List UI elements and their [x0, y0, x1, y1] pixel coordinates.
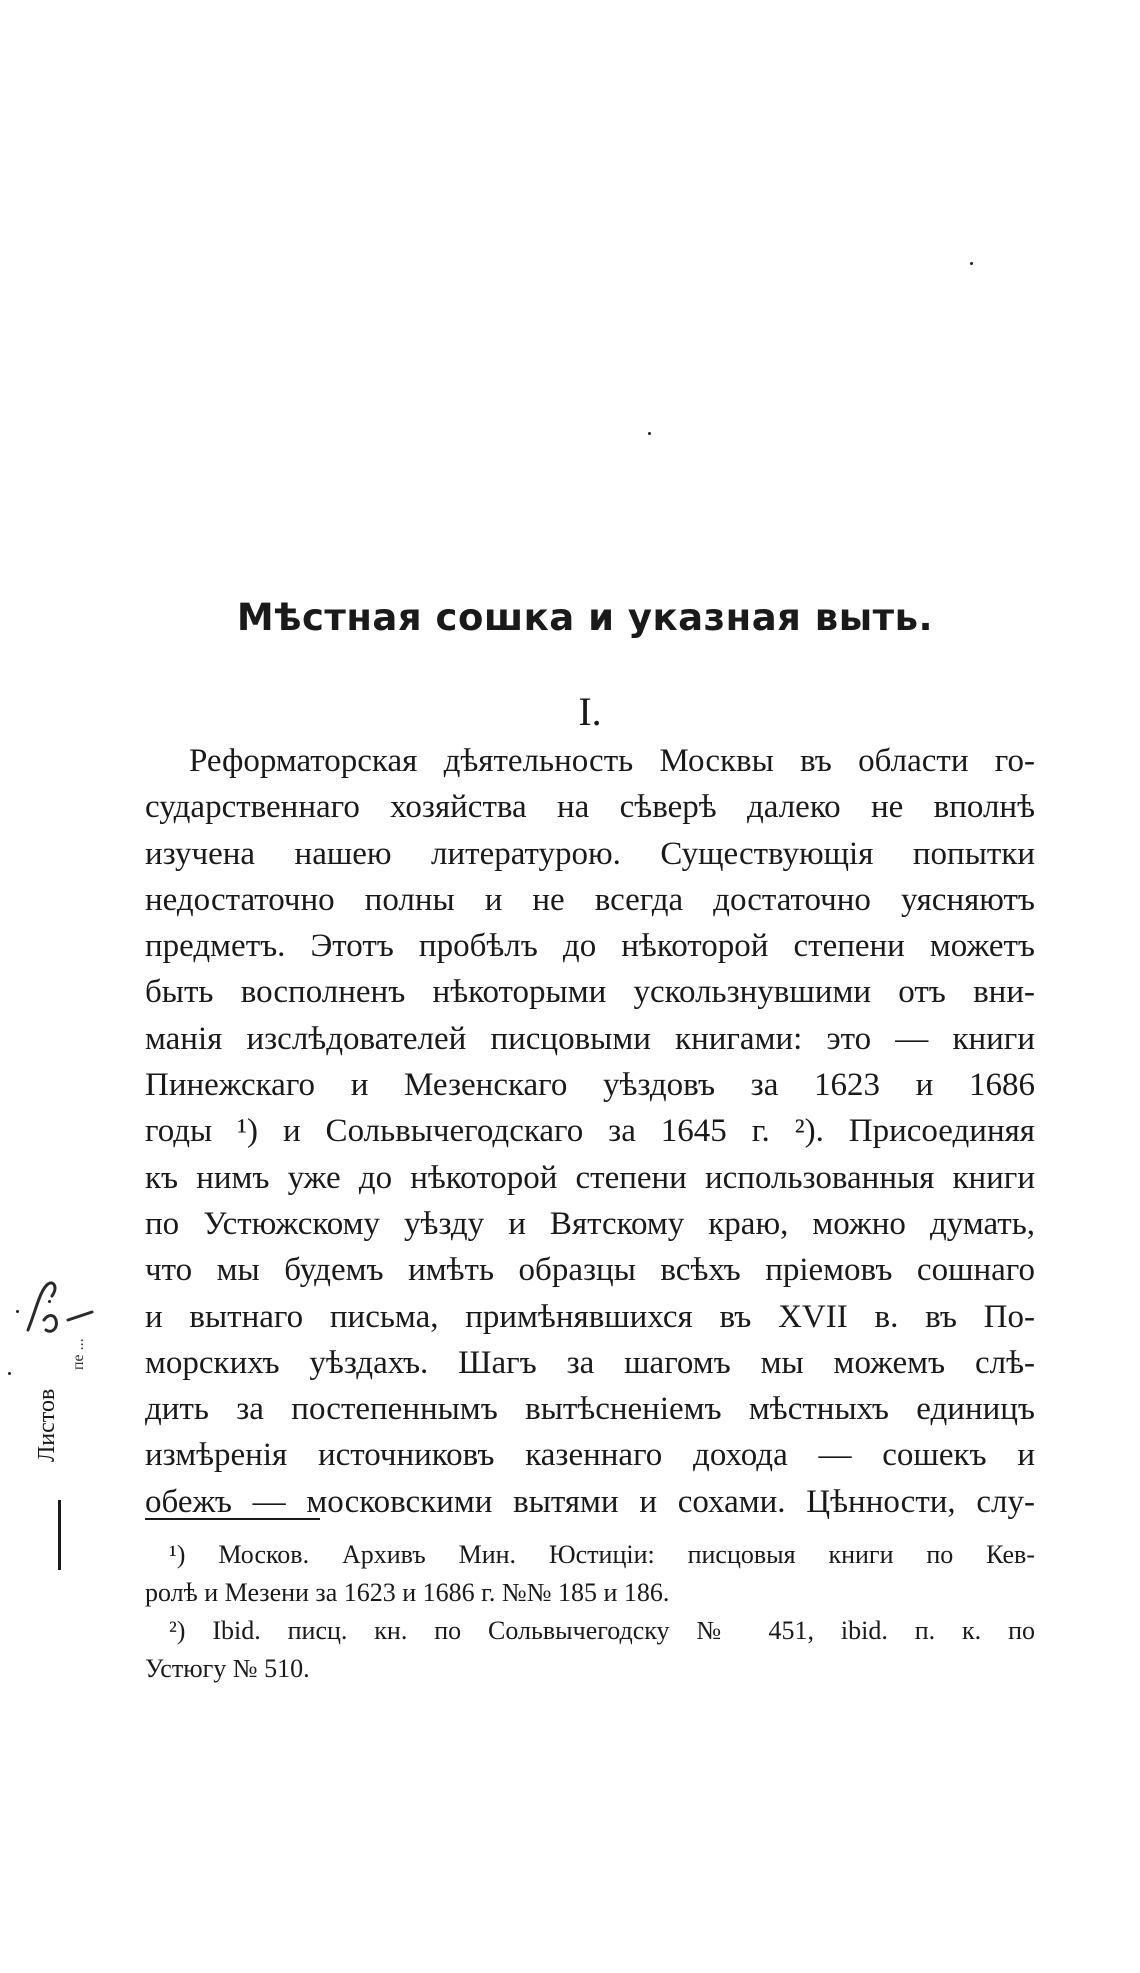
footnote-line: ²) Ibid. писц. кн. по Сольвычегодску № 451, ibid. п. к. по	[169, 1616, 1035, 1645]
section-number: I.	[578, 689, 602, 734]
body-line: годы ¹) и Сольвычегодскаго за 1645 г. ²). Присоединяя	[145, 1113, 1035, 1150]
page-title: Мѣстная сошка и указная выть.	[236, 596, 934, 639]
footnotes	[145, 1536, 1035, 1688]
body-line: обежъ — московскими вытями и сохами. Цѣнности, слу-	[145, 1483, 1035, 1520]
stamp-label: Листов	[34, 1388, 60, 1462]
body-line: и вытнаго письма, примѣнявшихся въ XVII в. въ По-	[145, 1298, 1035, 1335]
body-line: что мы будемъ имѣть образцы всѣхъ пріемовъ сошнаго	[145, 1252, 1035, 1289]
body-line: измѣренія источниковъ казеннаго дохода — сошекъ и	[145, 1437, 1035, 1474]
body-line: изучена нашею литературою. Существующія попытки	[145, 835, 1035, 872]
body-line: недостаточно полны и не всегда достаточно уясняютъ	[145, 881, 1035, 918]
body-line: морскихъ уѣздахъ. Шагъ за шагомъ мы можемъ слѣ-	[145, 1344, 1035, 1381]
print-speck	[648, 432, 651, 435]
body-line: по Устюжскому уѣзду и Вятскому краю, можно думать,	[145, 1205, 1035, 1242]
print-speck	[970, 262, 973, 265]
body-line: манія изслѣдователей писцовыми книгами: это — книги	[145, 1020, 1035, 1057]
stamp-sub: пе ...	[70, 1338, 87, 1370]
body-line: предметъ. Этотъ пробѣлъ до нѣкоторой степени можетъ	[145, 928, 1035, 965]
body-line: къ нимъ уже до нѣкоторой степени использованныя книги	[145, 1159, 1035, 1196]
body-line: дить за постепеннымъ вытѣсненіемъ мѣстныхъ единицъ	[145, 1391, 1035, 1428]
body-text	[145, 738, 1035, 1525]
body-line: Реформаторская дѣятельность Москвы въ области го-	[189, 743, 1035, 779]
body-line: сударственнаго хозяйства на сѣверѣ далеко не вполнѣ	[145, 789, 1035, 826]
footnote-line: ¹) Москов. Архивъ Мин. Юстиціи: писцовыя книги по Кев-	[169, 1540, 1035, 1569]
print-speck	[8, 1372, 11, 1375]
pencil-mark-icon	[18, 1270, 98, 1340]
body-line: Пинежскаго и Мезенскаго уѣздовъ за 1623 и 1686	[145, 1067, 1035, 1104]
stamp-bar	[58, 1500, 61, 1570]
footnote-line: Устюгу № 510.	[145, 1654, 310, 1683]
footnote-line: ролѣ и Мезени за 1623 и 1686 г. №№ 185 и 186.	[145, 1578, 670, 1607]
body-line: быть восполненъ нѣкоторыми ускользнувшими отъ вни-	[145, 974, 1035, 1011]
footnote-divider	[145, 1518, 320, 1520]
